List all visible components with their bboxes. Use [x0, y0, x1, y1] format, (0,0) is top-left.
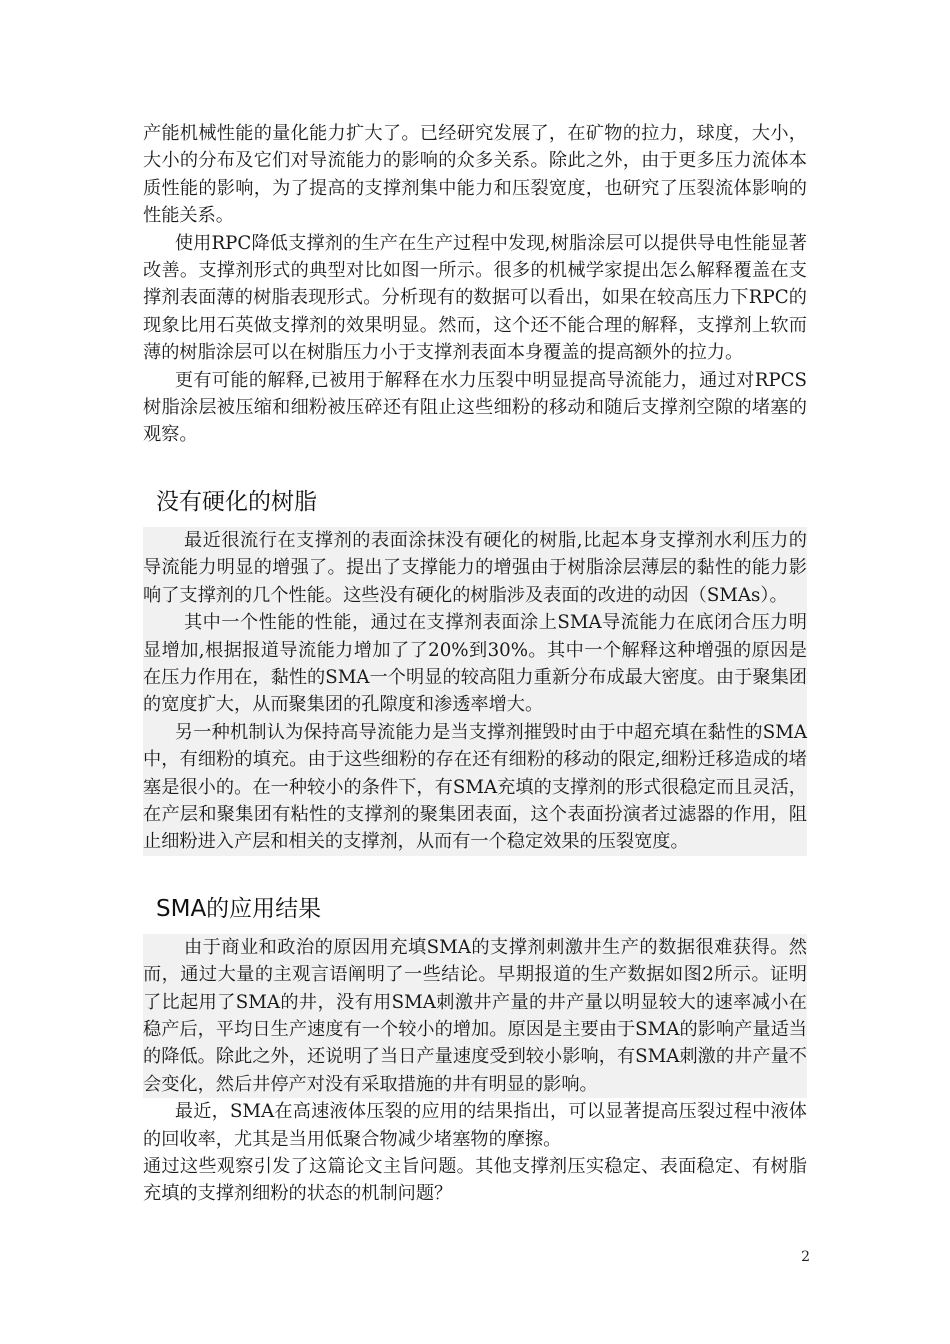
page-body [143, 120, 807, 1208]
section-heading-sma-results: SMA的应用结果 [156, 895, 322, 922]
page-number: 2 [801, 1249, 810, 1265]
paragraph: 其中一个性能的性能，通过在支撑剂表面涂上SMA导流能力在底闭合压力明显增加,根据报道导流能力增加了了20%到30%。其中一个解释这种增强的原因是在压力作用在，黏性的SMA一个明显的较高阻力重新分布成最大密度。由于聚集团的宽度扩大，从而聚集团的孔隙度和渗透率增大。 [143, 609, 807, 719]
paragraph: 产能机械性能的量化能力扩大了。已经研究发展了，在矿物的拉力，球度，大小，大小的分布及它们对导流能力的影响的众多关系。除此之外，由于更多压力流体本质性能的影响，为了提高的支撑剂集中能力和压裂宽度，也研究了压裂流体影响的性能关系。 [143, 123, 807, 227]
paragraph: 使用RPC降低支撑剂的生产在生产过程中发现,树脂涂层可以提供导电性能显著改善。支撑剂形式的典型对比如图一所示。很多的机械学家提出怎么解释覆盖在支撑剂表面薄的树脂表现形式。分析现有的数据可以看出，如果在较高压力下RPC的现象比用石英做支撑剂的效果明显。然而，这个还不能合理的解释，支撑剂上软而薄的树脂涂层可以在树脂压力小于支撑剂表面本身覆盖的提高额外的拉力。 [143, 232, 807, 364]
paragraph: 更有可能的解释,已被用于解释在水力压裂中明显提高导流能力，通过对RPCS树脂涂层被压缩和细粉被压碎还有阻止这些细粉的移动和随后支撑剂空隙的堵塞的观察。 [143, 369, 807, 446]
paragraph: 另一种机制认为保持高导流能力是当支撑剂摧毁时由于中超充填在黏性的SMA中，有细粉的填充。由于这些细粉的存在还有细粉的移动的限定,细粉迁移造成的堵塞是很小的。在一种较小的条件下，有SMA充填的支撑剂的形式很稳定而且灵活，在产层和聚集团有粘性的支撑剂的聚集团表面，这个表面扮演者过滤器的作用，阻止细粉进入产层和相关的支撑剂，从而有一个稳定效果的压裂宽度。 [143, 719, 807, 856]
section-heading-uncured-resin: 没有硬化的树脂 [156, 488, 317, 515]
paragraph: 最近很流行在支撑剂的表面涂抹没有硬化的树脂,比起本身支撑剂水利压力的导流能力明显的增强了。提出了支撑能力的增强由于树脂涂层薄层的黏性的能力影响了支撑剂的几个性能。这些没有硬化的树脂涉及表面的改进的动因（SMAs）。 [143, 527, 807, 609]
paragraph: 由于商业和政治的原因用充填SMA的支撑剂刺激井生产的数据很难获得。然而，通过大量的主观言语阐明了一些结论。早期报道的生产数据如图2所示。证明了比起用了SMA的井，没有用SMA刺激井产量的井产量以明显较大的速率减小在稳产后，平均日生产速度有一个较小的增加。原因是主要由于SMA的影响产量适当的降低。除此之外，还说明了当日产量速度受到较小影响，有SMA刺激的井产量不会变化，然后井停产对没有采取措施的井有明显的影响。 [143, 934, 807, 1098]
paragraph: 最近，SMA在高速液体压裂的应用的结果指出，可以显著提高压裂过程中液体的回收率，尤其是当用低聚合物减少堵塞物的摩擦。 [143, 1101, 807, 1150]
paragraph: 通过这些观察引发了这篇论文主旨问题。其他支撑剂压实稳定、表面稳定、有树脂充填的支撑剂细粉的状态的机制问题？ [143, 1156, 807, 1205]
